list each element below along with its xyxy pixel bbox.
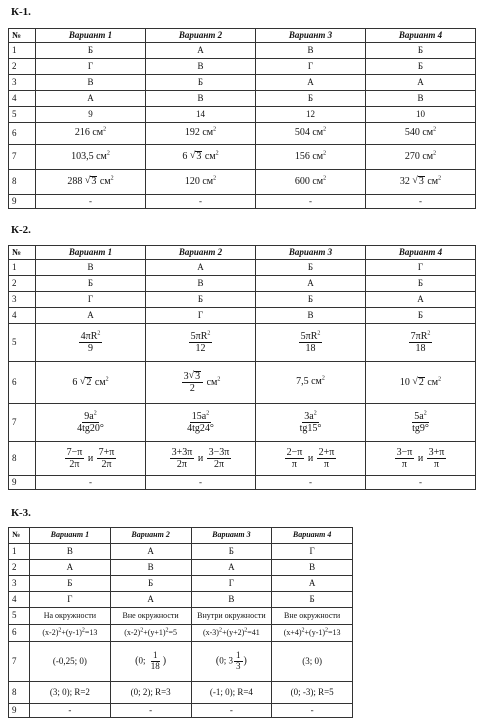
cell: 156 $см^2$ (256, 145, 366, 170)
cell: Внутри окружности (191, 608, 272, 625)
table-row (9, 324, 476, 362)
cell: 7,5 $см^2$ (256, 362, 366, 404)
header-variant-1: Вариант 1 (30, 528, 111, 544)
cell: Б (36, 276, 146, 292)
cell: Г (272, 544, 353, 560)
table-header-row (9, 246, 476, 260)
table-row (9, 704, 353, 718)
cell: $\frac{4\pi R^2}{9}$ (36, 324, 146, 362)
cell: - (191, 704, 272, 718)
cell: Б (36, 43, 146, 59)
cell-number: 2 (9, 276, 36, 292)
header-variant-2: Вариант 2 (146, 246, 256, 260)
cell: В (110, 560, 191, 576)
cell: Б (366, 308, 476, 324)
cell: 10 (366, 107, 476, 123)
cell: 270 $см^2$ (366, 145, 476, 170)
section-title-k1: К-1. (11, 6, 31, 18)
table-row (9, 107, 476, 123)
cell: - (36, 195, 146, 209)
table-row (9, 442, 476, 476)
header-variant-2: Вариант 2 (110, 528, 191, 544)
cell-number: 5 (9, 608, 30, 625)
cell: Б (272, 592, 353, 608)
cell-number: 4 (9, 592, 30, 608)
cell: 120 $см^2$ (146, 170, 256, 195)
cell: 216 $см^2$ (36, 123, 146, 145)
table-row (9, 642, 353, 682)
table-row (9, 404, 476, 442)
cell: - (146, 476, 256, 490)
cell: 103,5 $см^2$ (36, 145, 146, 170)
cell-number: 1 (9, 260, 36, 276)
cell: $(x-2)^2+(y-1)^2=13$ (30, 625, 111, 642)
cell: $(x+4)^2+(y-1)^2=13$ (272, 625, 353, 642)
table-k2 (8, 245, 476, 490)
cell-number: 8 (9, 682, 30, 704)
cell: - (146, 195, 256, 209)
cell: В (256, 308, 366, 324)
table-k3 (8, 527, 353, 718)
cell: В (256, 43, 366, 59)
header-number: № (9, 528, 30, 544)
cell-number: 3 (9, 292, 36, 308)
cell: Б (110, 576, 191, 592)
header-variant-2: Вариант 2 (146, 29, 256, 43)
header-variant-1: Вариант 1 (36, 246, 146, 260)
cell: (0; 3 $\frac{1}{3}$ ) (191, 642, 272, 682)
table-row (9, 75, 476, 91)
table-row (9, 560, 353, 576)
cell: А (110, 592, 191, 608)
table-row (9, 123, 476, 145)
section-title-k2: К-2. (11, 224, 31, 236)
table-row (9, 608, 353, 625)
cell-number: 2 (9, 59, 36, 75)
cell: Б (256, 292, 366, 308)
cell: В (366, 91, 476, 107)
cell: Б (256, 91, 366, 107)
cell: 6 √ 3 $см^2$ (146, 145, 256, 170)
cell: Б (366, 59, 476, 75)
cell: - (366, 476, 476, 490)
cell: - (256, 476, 366, 490)
cell: Б (30, 576, 111, 592)
cell-number: 8 (9, 442, 36, 476)
cell-number: 3 (9, 75, 36, 91)
cell: (0; -3); R=5 (272, 682, 353, 704)
table-row (9, 91, 476, 107)
cell: $\frac{15a^2}{4tg24^\circ}$ (146, 404, 256, 442)
cell: В (272, 560, 353, 576)
cell: Б (366, 43, 476, 59)
cell: Вне окружности (110, 608, 191, 625)
cell: - (366, 195, 476, 209)
cell: В (146, 91, 256, 107)
cell: Б (191, 544, 272, 560)
cell: В (30, 544, 111, 560)
table-row (9, 43, 476, 59)
cell: $\frac{5\pi R^2}{12}$ (146, 324, 256, 362)
cell: $\frac{7\pi R^2}{18}$ (366, 324, 476, 362)
cell: А (256, 276, 366, 292)
cell: А (110, 544, 191, 560)
cell-number: 9 (9, 704, 30, 718)
cell-number: 6 (9, 123, 36, 145)
cell: 504 $см^2$ (256, 123, 366, 145)
cell: Вне окружности (272, 608, 353, 625)
cell-number: 8 (9, 170, 36, 195)
table-row (9, 308, 476, 324)
table-header-row (9, 29, 476, 43)
cell: А (191, 560, 272, 576)
cell: $(x-2)^2+(y+1)^2=5$ (110, 625, 191, 642)
table-header-row (9, 528, 353, 544)
cell: - (256, 195, 366, 209)
cell: А (256, 75, 366, 91)
cell: В (36, 260, 146, 276)
cell: В (146, 276, 256, 292)
cell: Б (256, 260, 366, 276)
cell-number: 5 (9, 107, 36, 123)
table-row (9, 195, 476, 209)
header-variant-3: Вариант 3 (256, 246, 366, 260)
table-row (9, 170, 476, 195)
cell: В (146, 59, 256, 75)
header-variant-3: Вариант 3 (191, 528, 272, 544)
cell-number: 6 (9, 625, 30, 642)
cell: $(x-3)^2+(y+2)^2=41$ (191, 625, 272, 642)
cell-number: 6 (9, 362, 36, 404)
cell: А (366, 75, 476, 91)
cell-number: 4 (9, 308, 36, 324)
cell: Г (36, 292, 146, 308)
cell: Г (30, 592, 111, 608)
table-row (9, 59, 476, 75)
cell: На окружности (30, 608, 111, 625)
cell: $\frac{9a^2}{4tg20^\circ}$ (36, 404, 146, 442)
table-row (9, 682, 353, 704)
header-number: № (9, 246, 36, 260)
cell: 3 √ 3 2 $см^2$ (146, 362, 256, 404)
cell: - (30, 704, 111, 718)
header-variant-4: Вариант 4 (366, 246, 476, 260)
cell: А (36, 91, 146, 107)
section-title-k3: К-3. (11, 507, 31, 519)
cell: 9 (36, 107, 146, 123)
table-k1 (8, 28, 476, 209)
table-row (9, 576, 353, 592)
cell: 10 √ 2 $см^2$ (366, 362, 476, 404)
cell: 14 (146, 107, 256, 123)
cell: $\frac{7-\pi}{2\pi}$ и $\frac{7+\pi}{2\pi}$ (36, 442, 146, 476)
table-row (9, 362, 476, 404)
cell: А (36, 308, 146, 324)
table-row (9, 260, 476, 276)
header-variant-4: Вариант 4 (272, 528, 353, 544)
cell: 540 $см^2$ (366, 123, 476, 145)
cell: (-0,25; 0) (30, 642, 111, 682)
cell: $\frac{5\pi R^2}{18}$ (256, 324, 366, 362)
cell: $\frac{3+3\pi}{2\pi}$ и $\frac{3-3\pi}{2\pi}$ (146, 442, 256, 476)
table-row (9, 145, 476, 170)
cell: А (146, 43, 256, 59)
cell: (3; 0) (272, 642, 353, 682)
cell: Г (191, 576, 272, 592)
cell: Г (256, 59, 366, 75)
cell-number: 1 (9, 544, 30, 560)
cell: 288 √ 3 $см^2$ (36, 170, 146, 195)
header-variant-4: Вариант 4 (366, 29, 476, 43)
cell: - (36, 476, 146, 490)
header-variant-3: Вариант 3 (256, 29, 366, 43)
cell: $\frac{5a^2}{tg9^\circ}$ (366, 404, 476, 442)
cell: Б (146, 292, 256, 308)
cell: А (146, 260, 256, 276)
table-row (9, 276, 476, 292)
cell-number: 3 (9, 576, 30, 592)
header-variant-1: Вариант 1 (36, 29, 146, 43)
cell: (0; $\frac{1}{18}$ ) (110, 642, 191, 682)
cell: Г (366, 260, 476, 276)
cell: Б (146, 75, 256, 91)
cell-number: 7 (9, 642, 30, 682)
cell-number: 7 (9, 145, 36, 170)
header-number: № (9, 29, 36, 43)
table-row (9, 592, 353, 608)
table-row (9, 544, 353, 560)
cell: 32 √ 3 $см^2$ (366, 170, 476, 195)
cell: (-1; 0); R=4 (191, 682, 272, 704)
cell: Г (36, 59, 146, 75)
cell: - (272, 704, 353, 718)
cell: В (36, 75, 146, 91)
cell-number: 9 (9, 195, 36, 209)
cell-number: 1 (9, 43, 36, 59)
cell: Г (146, 308, 256, 324)
cell: $\frac{2-\pi}{\pi}$ и $\frac{2+\pi}{\pi}$ (256, 442, 366, 476)
table-row (9, 292, 476, 308)
cell: (3; 0); R=2 (30, 682, 111, 704)
cell: Б (366, 276, 476, 292)
cell: - (110, 704, 191, 718)
cell-number: 7 (9, 404, 36, 442)
cell: А (366, 292, 476, 308)
cell: $\frac{3-\pi}{\pi}$ и $\frac{3+\pi}{\pi}$ (366, 442, 476, 476)
cell: 600 $см^2$ (256, 170, 366, 195)
cell: 192 $см^2$ (146, 123, 256, 145)
table-row (9, 476, 476, 490)
cell: В (191, 592, 272, 608)
cell-number: 5 (9, 324, 36, 362)
cell: 12 (256, 107, 366, 123)
cell: (0; 2); R=3 (110, 682, 191, 704)
cell: А (30, 560, 111, 576)
cell-number: 4 (9, 91, 36, 107)
cell-number: 9 (9, 476, 36, 490)
cell: А (272, 576, 353, 592)
cell: 6 √ 2 $см^2$ (36, 362, 146, 404)
cell-number: 2 (9, 560, 30, 576)
table-row (9, 625, 353, 642)
cell: $\frac{3a^2}{tg15^\circ}$ (256, 404, 366, 442)
